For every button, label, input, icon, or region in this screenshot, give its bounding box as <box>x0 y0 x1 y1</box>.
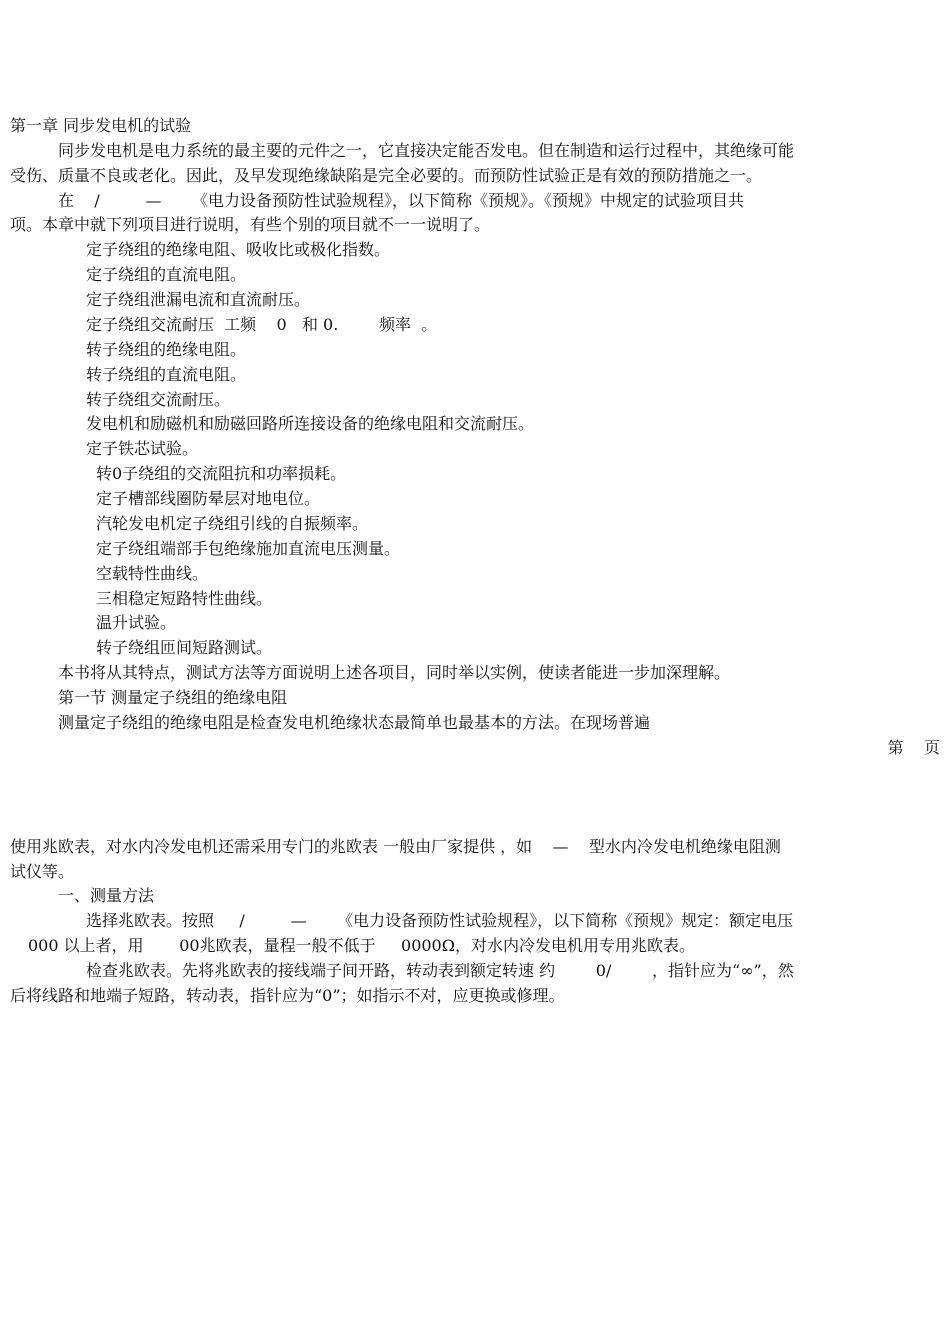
paragraph-line: 受伤、质量不良或老化。因此，及早发现绝缘缺陷是完全必要的。而预防性试验正是有效的预防措施之一。 <box>10 166 763 185</box>
list-item: 转子绕组的直流电阻。 <box>86 365 247 384</box>
paragraph-line: 同步发电机是电力系统的最主要的元件之一，它直接决定能否发电。但在制造和运行过程中，其绝缘可能 <box>58 141 795 160</box>
list-item: 发电机和励磁机和励磁回路所连接设备的绝缘电阻和交流耐压。 <box>86 414 535 433</box>
section-paragraph: 测量定子绕组的绝缘电阻是检查发电机绝缘状态最简单也最基本的方法。在现场普遍 <box>58 713 651 732</box>
list-item: 空载特性曲线。 <box>96 564 209 583</box>
section-title: 第一节 测量定子绕组的绝缘电阻 <box>58 688 288 707</box>
list-item: 转子绕组的绝缘电阻。 <box>86 340 247 359</box>
summary-paragraph: 本书将从其特点，测试方法等方面说明上述各项目，同时举以实例，使读者能进一步加深理解。 <box>58 663 731 682</box>
page-footer: 第 页 <box>887 738 940 757</box>
list-item: 定子绕组的直流电阻。 <box>86 265 247 284</box>
list-item: 定子绕组的绝缘电阻、吸收比或极化指数。 <box>86 240 391 259</box>
paragraph-line: 选择兆欧表。按照 / — 《电力设备预防性试验规程》，以下简称《预规》规定：额定电压 <box>86 911 794 930</box>
paragraph-line: 后将线路和地端子短路，转动表，指针应为“0”；如指示不对，应更换或修理。 <box>10 986 565 1005</box>
list-item: 三相稳定短路特性曲线。 <box>96 589 273 608</box>
list-item: 转子绕组交流耐压。 <box>86 390 231 409</box>
list-item: 定子槽部线圈防晕层对地电位。 <box>96 489 321 508</box>
paragraph-line: 项。本章中就下列项目进行说明，有些个别的项目就不一一说明了。 <box>10 215 491 234</box>
list-item: 定子绕组端部手包绝缘施加直流电压测量。 <box>96 539 401 558</box>
paragraph-line: 在 / — 《电力设备预防性试验规程》，以下简称《预规》。《预规》中规定的试验项目共 <box>58 191 745 210</box>
method-heading: 一、测量方法 <box>58 886 155 905</box>
list-item: 温升试验。 <box>96 613 177 632</box>
list-item: 汽轮发电机定子绕组引线的自振频率。 <box>96 514 369 533</box>
paragraph-line: 试仪等。 <box>10 862 75 881</box>
paragraph-line: 000 以上者，用 00兆欧表，量程一般不低于 0000Ω，对水内冷发电机用专用兆欧表。 <box>28 936 696 955</box>
list-item: 定子绕组交流耐压 工频 0 和 0. 频率 。 <box>86 315 438 334</box>
list-item: 转0子绕组的交流阻抗和功率损耗。 <box>96 464 347 483</box>
chapter-title: 第一章 同步发电机的试验 <box>10 116 192 135</box>
list-item: 定子铁芯试验。 <box>86 439 199 458</box>
list-item: 转子绕组匝间短路测试。 <box>96 638 273 657</box>
paragraph-line: 检查兆欧表。先将兆欧表的接线端子间开路，转动表到额定转速 约 0/ ，指针应为“∞”，然 <box>86 961 794 980</box>
paragraph-line: 使用兆欧表，对水内冷发电机还需采用专门的兆欧表 一般由厂家提供 ，如 — 型水内冷发电机绝缘电阻测 <box>10 837 781 856</box>
list-item: 定子绕组泄漏电流和直流耐压。 <box>86 290 311 309</box>
